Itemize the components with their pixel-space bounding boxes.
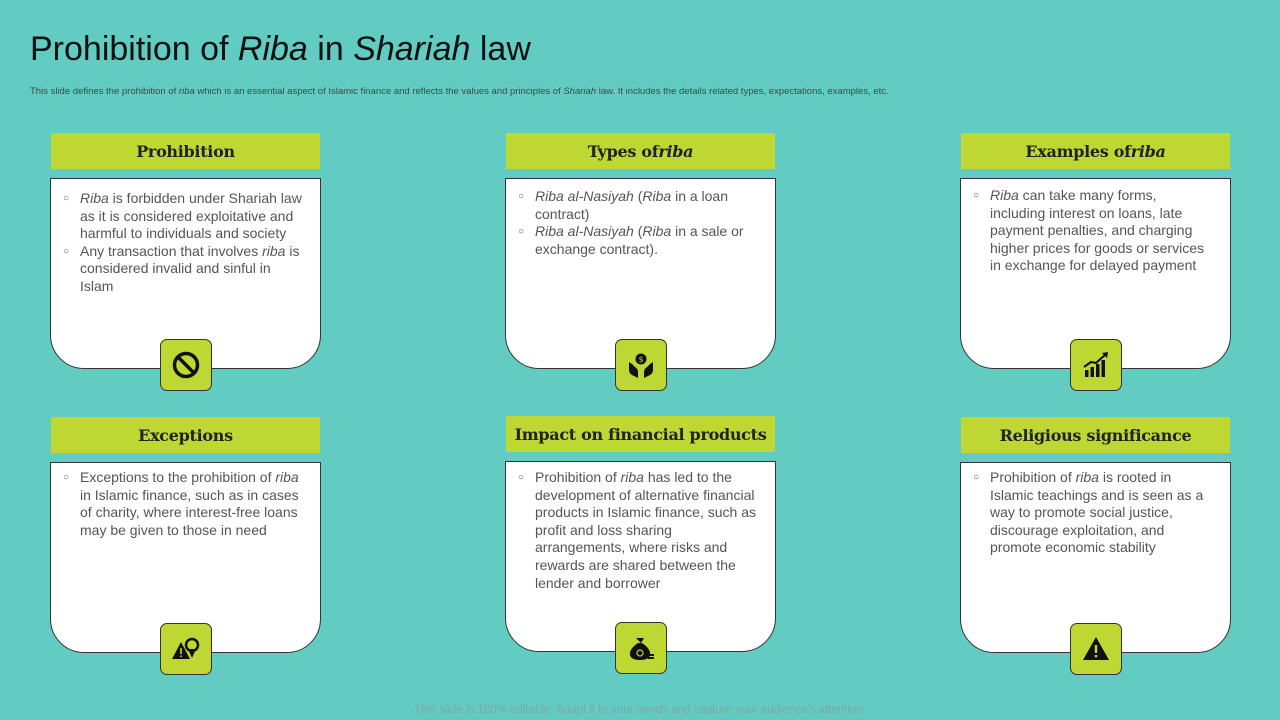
card-exceptions-title: Exceptions — [51, 417, 320, 453]
page-subtitle: This slide defines the prohibition of riba which is an essential aspect of Islamic finance and reflects the values and principles of Shariah law. It includes the details related types, expectations, examples, etc. — [30, 86, 889, 97]
card-religious-title: Religious significance — [961, 417, 1230, 453]
card-types-title: Types of riba — [506, 133, 775, 169]
bullet-item: ○ Prohibition of riba is rooted in Islamic teachings and is seen as a way to promote social justice, discourage exploitation, and promote economic stability — [973, 469, 1204, 556]
bullet-item: ○ Riba is forbidden under Shariah law as it is considered exploitative and harmful to individuals and society — [63, 190, 302, 242]
risk-warning-icon — [160, 623, 212, 675]
card-prohibition-title: Prohibition — [51, 133, 320, 169]
svg-text:$: $ — [638, 355, 644, 364]
page-title: Prohibition of Riba in Shariah law — [30, 30, 531, 68]
bullet-item: ○ Riba al-Nasiyah (Riba in a sale or exchange contract). — [518, 223, 744, 257]
bullet-item: ○ Riba can take many forms, including interest on loans, late payment penalties, and charging higher prices for goods or services in exchange for delayed payment — [973, 187, 1204, 274]
hand-coin-icon — [615, 339, 667, 391]
card-examples-title: Examples of riba — [961, 133, 1230, 169]
bullet-item: ○ Exceptions to the prohibition of riba in Islamic finance, such as in cases of charity, where interest-free loans may be given to those in need — [63, 469, 299, 538]
prohibited-icon — [160, 339, 212, 391]
bullet-item: ○ Any transaction that involves riba is considered invalid and sinful in Islam — [63, 242, 300, 294]
warning-icon — [1070, 623, 1122, 675]
card-impact-title: Impact on financial products — [506, 416, 775, 452]
bullet-item: ○ Prohibition of riba has led to the development of alternative financial products in Islamic finance, such as profit and loss sharing arrangements, where risks and rewards are shared between the lender and borrower — [518, 469, 756, 591]
footer-note: This slide is 100% editable. Adapt it to your needs and capture your audience's attention. — [414, 704, 866, 716]
growth-chart-icon — [1070, 339, 1122, 391]
money-bag-icon — [615, 622, 667, 674]
bullet-item: ○ Riba al-Nasiyah (Riba in a loan contract) — [518, 188, 729, 222]
